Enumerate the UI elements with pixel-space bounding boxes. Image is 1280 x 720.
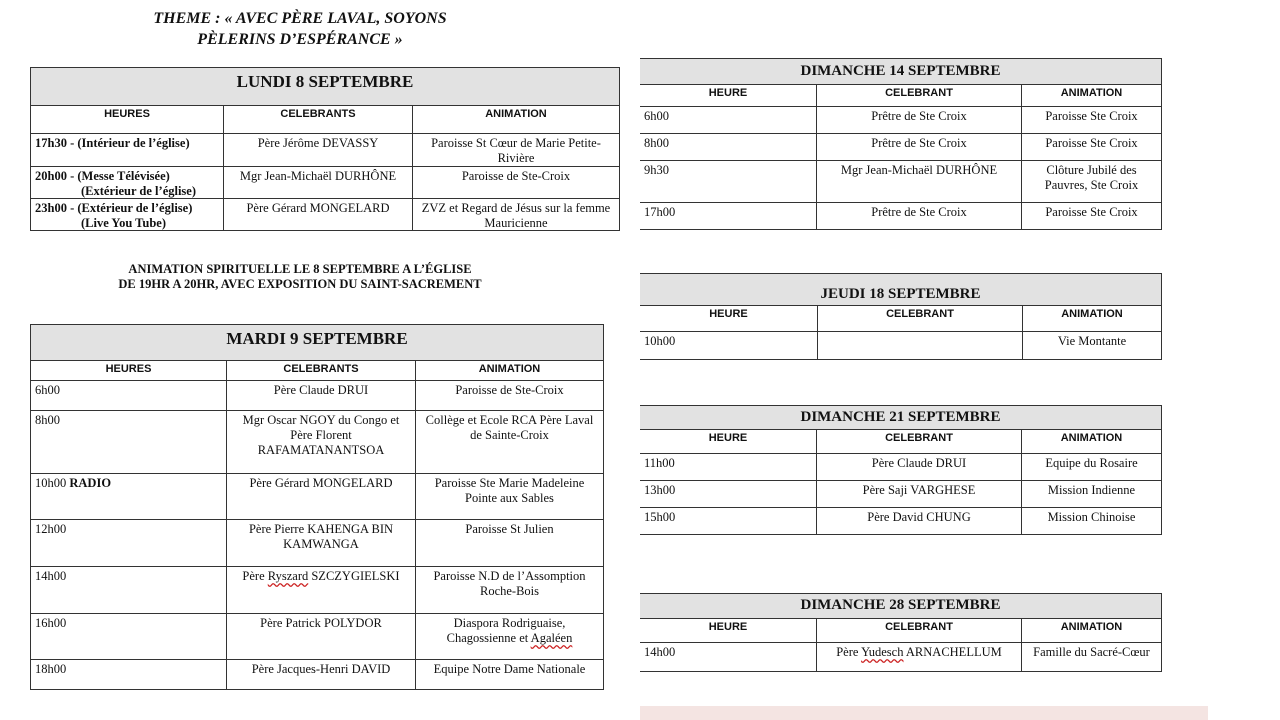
header-animation: ANIMATION — [1060, 432, 1123, 444]
header-heure: HEURE — [640, 306, 818, 331]
table-title: DIMANCHE 28 SEPTEMBRE — [640, 594, 1161, 619]
heure-cell: 12h00 — [31, 520, 227, 566]
heure-cell: 14h00 — [31, 567, 227, 613]
table-row — [31, 520, 603, 567]
header-heures: HEURES — [31, 361, 227, 380]
next-page-edge — [640, 706, 1208, 720]
document-theme — [20, 8, 580, 50]
animation-cell: Mission Chinoise — [1047, 510, 1136, 524]
header-celebrants: CELEBRANTS — [224, 106, 413, 133]
header-animation: ANIMATION — [1060, 87, 1123, 99]
heure-cell: 18h00 — [31, 660, 227, 689]
heure-cell: 14h00 — [640, 643, 817, 671]
table-dimanche-14 — [640, 58, 1162, 230]
celebrant-text: SZCZYGIELSKI — [308, 569, 400, 583]
header-celebrants: CELEBRANTS — [227, 361, 416, 380]
spellcheck-word: Yudesch — [861, 645, 904, 659]
heure-cell — [31, 134, 224, 166]
celebrant-cell — [818, 332, 1023, 359]
animation-cell: Paroisse St Julien — [465, 522, 554, 536]
table-header-row — [640, 619, 1161, 643]
heure-cell — [31, 474, 227, 519]
header-animation: ANIMATION — [478, 363, 541, 375]
spellcheck-word: Agaléen — [530, 631, 573, 645]
table-lundi-8 — [30, 67, 620, 231]
celebrant-cell: Prêtre de Ste Croix — [817, 203, 1022, 229]
table-title: DIMANCHE 21 SEPTEMBRE — [640, 406, 1161, 430]
table-row — [31, 134, 619, 167]
heure-cell: 8h00 — [31, 411, 227, 473]
celebrant-text: Père — [242, 569, 268, 583]
heure-text: 20h00 - (Messe Télévisée) — [35, 169, 170, 183]
heure-subtext: (Live You Tube) — [81, 216, 166, 230]
heure-cell: 9h30 — [640, 161, 817, 202]
table-row — [31, 381, 603, 411]
table-title: DIMANCHE 14 SEPTEMBRE — [640, 59, 1161, 85]
table-row — [31, 567, 603, 614]
table-row — [31, 660, 603, 689]
celebrant-cell: Père Saji VARGHESE — [817, 481, 1022, 507]
header-celebrant: CELEBRANT — [817, 430, 1022, 453]
celebrant-cell: Père Claude DRUI — [817, 454, 1022, 480]
celebrant-cell: Prêtre de Ste Croix — [817, 134, 1022, 160]
header-heure: HEURE — [640, 619, 817, 642]
animation-cell: Paroisse de Ste-Croix — [455, 383, 564, 397]
table-mardi-9 — [30, 324, 604, 690]
heure-subtext: (Extérieur de l’église) — [81, 184, 197, 198]
table-title: JEUDI 18 SEPTEMBRE — [640, 274, 1161, 306]
header-celebrant: CELEBRANT — [818, 306, 1023, 331]
animation-cell: Collège et Ecole RCA Père Laval de Sainte-Croix — [425, 413, 594, 442]
celebrant-cell: Mgr Jean-Michaël DURHÔNE — [817, 161, 1022, 202]
table-row — [640, 134, 1161, 161]
theme-line-1: THEME : « AVEC PÈRE LAVAL, SOYONS — [153, 10, 447, 27]
note-line-1: ANIMATION SPIRITUELLE LE 8 SEPTEMBRE A L’ÉGLISE — [128, 262, 472, 276]
table-header-row — [31, 361, 603, 381]
animation-cell: Famille du Sacré-Cœur — [1033, 645, 1150, 659]
animation-note — [30, 262, 570, 292]
heure-cell: 6h00 — [31, 381, 227, 410]
heure-cell: 16h00 — [31, 614, 227, 659]
animation-cell: Paroisse St Cœur de Marie Petite-Rivière — [431, 136, 601, 165]
animation-cell — [416, 614, 603, 659]
table-row — [640, 508, 1161, 534]
table-header-row — [640, 306, 1161, 332]
table-header-row — [31, 106, 619, 134]
note-line-2: DE 19HR A 20HR, AVEC EXPOSITION DU SAINT-SACREMENT — [118, 277, 482, 291]
animation-cell: Equipe Notre Dame Nationale — [433, 662, 586, 676]
header-animation: ANIMATION — [485, 108, 547, 120]
header-animation: ANIMATION — [1061, 308, 1123, 320]
table-row — [640, 481, 1161, 508]
table-dimanche-21 — [640, 405, 1162, 535]
celebrant-cell: Père Pierre KAHENGA BIN KAMWANGA — [227, 520, 416, 566]
table-row — [640, 107, 1161, 134]
table-title: MARDI 9 SEPTEMBRE — [31, 325, 603, 361]
table-dimanche-28 — [640, 593, 1162, 672]
celebrant-cell: Mgr Oscar NGOY du Congo et Père Florent RAFAMATANANTSOA — [227, 411, 416, 473]
table-row — [640, 161, 1161, 203]
animation-cell: Paroisse Ste Croix — [1045, 205, 1138, 219]
animation-text: Diaspora Rodriguaise, Chagossienne et — [446, 616, 566, 645]
celebrant-cell — [817, 643, 1022, 671]
header-celebrant: CELEBRANT — [817, 85, 1022, 106]
celebrant-text: ARNACHELLUM — [903, 645, 1002, 659]
heure-cell: 8h00 — [640, 134, 817, 160]
heure-cell: 15h00 — [640, 508, 817, 534]
celebrant-cell: Père Gérard MONGELARD — [224, 199, 413, 230]
table-row — [31, 411, 603, 474]
spellcheck-word: Ryszard — [267, 569, 309, 583]
table-row — [640, 643, 1161, 671]
header-heures: HEURES — [31, 106, 224, 133]
header-animation: ANIMATION — [1060, 621, 1123, 633]
table-jeudi-18 — [640, 273, 1162, 360]
header-heure: HEURE — [640, 430, 817, 453]
celebrant-cell: Prêtre de Ste Croix — [817, 107, 1022, 133]
table-row — [31, 614, 603, 660]
heure-cell: 13h00 — [640, 481, 817, 507]
celebrant-cell: Père David CHUNG — [817, 508, 1022, 534]
heure-cell — [31, 167, 224, 198]
celebrant-text: Père — [836, 645, 862, 659]
heure-cell: 17h00 — [640, 203, 817, 229]
heure-cell: 6h00 — [640, 107, 817, 133]
animation-cell: ZVZ et Regard de Jésus sur la femme Mauricienne — [421, 201, 611, 230]
heure-text: 10h00 — [35, 476, 67, 490]
celebrant-cell: Père Jacques-Henri DAVID — [227, 660, 416, 689]
celebrant-cell: Père Jérôme DEVASSY — [224, 134, 413, 166]
header-celebrant: CELEBRANT — [817, 619, 1022, 642]
animation-cell: Clôture Jubilé des Pauvres, Ste Croix — [1044, 163, 1139, 192]
table-header-row — [640, 430, 1161, 454]
animation-cell: Paroisse Ste Croix — [1045, 136, 1138, 150]
theme-line-2: PÈLERINS D’ESPÉRANCE » — [197, 31, 403, 48]
heure-cell: 11h00 — [640, 454, 817, 480]
table-header-row — [640, 85, 1161, 107]
radio-label: RADIO — [69, 476, 112, 490]
heure-cell: 10h00 — [640, 332, 818, 359]
table-row — [640, 454, 1161, 481]
animation-cell: Equipe du Rosaire — [1045, 456, 1138, 470]
animation-cell: Vie Montante — [1057, 334, 1127, 348]
heure-text: 23h00 - (Extérieur de l’église) — [35, 201, 193, 215]
animation-cell: Paroisse Ste Marie Madeleine Pointe aux Sables — [434, 476, 585, 505]
table-row — [31, 199, 619, 230]
table-row — [31, 474, 603, 520]
celebrant-cell: Père Patrick POLYDOR — [227, 614, 416, 659]
celebrant-cell: Père Claude DRUI — [227, 381, 416, 410]
table-row — [640, 203, 1161, 229]
table-row — [31, 167, 619, 199]
animation-cell: Paroisse N.D de l’Assomption Roche-Bois — [433, 569, 586, 598]
celebrant-cell: Père Gérard MONGELARD — [227, 474, 416, 519]
celebrant-cell: Mgr Jean-Michaël DURHÔNE — [224, 167, 413, 198]
animation-cell: Paroisse Ste Croix — [1045, 109, 1138, 123]
table-row — [640, 332, 1161, 359]
animation-cell: Mission Indienne — [1047, 483, 1136, 497]
heure-cell — [31, 199, 224, 230]
celebrant-cell — [227, 567, 416, 613]
header-heure: HEURE — [640, 85, 817, 106]
heure-text: 17h30 - (Intérieur de l’église) — [35, 136, 190, 150]
animation-cell: Paroisse de Ste-Croix — [461, 169, 571, 183]
table-title: LUNDI 8 SEPTEMBRE — [31, 68, 619, 106]
